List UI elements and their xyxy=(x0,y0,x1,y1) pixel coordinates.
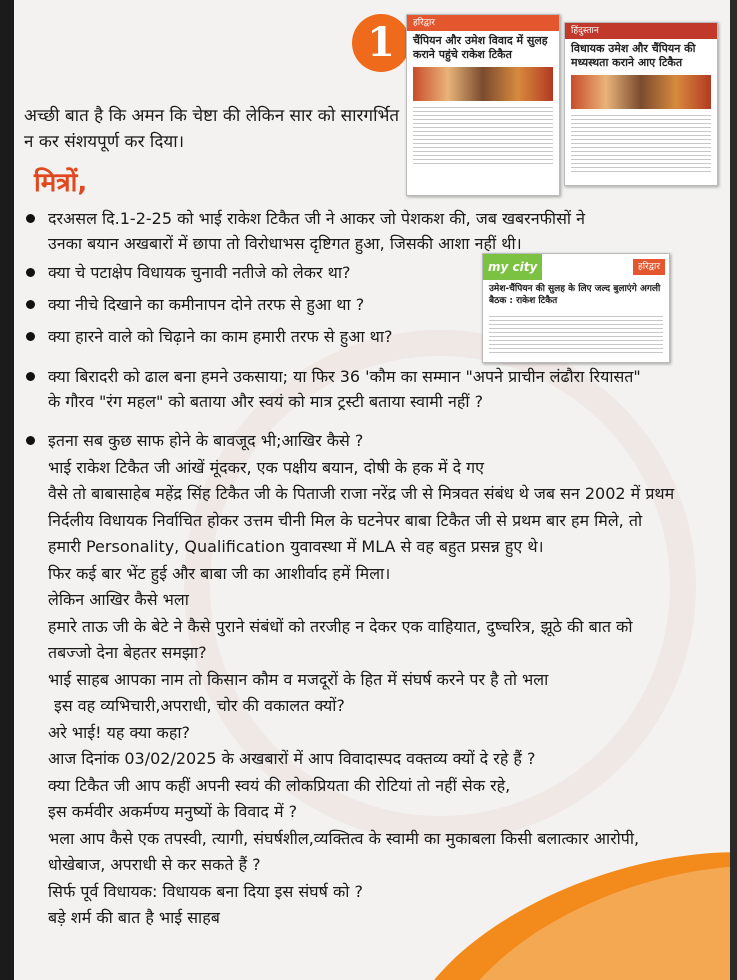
left-frame xyxy=(0,0,14,980)
final-line: हमारे ताऊ जी के बेटे ने कैसे पुराने संबंधों को तरजीह न देकर एक वाहियात, दुष्चरित्र, झूठे की बात को तबज्जो देना बेहतर समझा? xyxy=(48,616,633,662)
newspaper-clipping-3 xyxy=(482,253,670,363)
list-item: क्या चे पटाक्षेप विधायक चुनावी नतीजे को लेकर था? xyxy=(26,260,476,285)
list-item: दरअसल दि.1-2-25 को भाई राकेश टिकैत जी ने आकर जो पेशकश की, जब खबरनफीसों ने उनका बयान अखबारों में छापा तो विरोधाभस दृष्टिगत हुआ, जिसकी आशा नहीं थी। xyxy=(26,206,616,256)
clipping-section: हिंदुस्तान xyxy=(565,23,717,39)
clipping-headline: विधायक उमेश और चैंपियन की मध्यस्थता कराने आए टिकैत xyxy=(571,42,696,69)
final-line: क्या टिकैत जी आप कहीं अपनी स्वयं की लोकप्रियता की रोटियां तो नहीं सेक रहे, xyxy=(48,775,511,795)
greeting-heading: मित्रों, xyxy=(34,168,88,198)
bullet-dot xyxy=(26,436,35,445)
list-item: क्या हारने वाले को चिढ़ाने का काम हमारी तरफ से हुआ था? xyxy=(26,324,476,349)
final-line: भला आप कैसे एक तपस्वी, त्यागी, संघर्षशील,व्यक्तित्व के स्वामी का मुकाबला किसी बलात्कार आरोपी, धोखेबाज, अपराधी से कर सकते हैं ? xyxy=(48,828,640,874)
final-line: भाई साहब आपका नाम तो किसान कौम व मजदूरों के हित में संघर्ष करने पर है तो भला xyxy=(48,669,549,689)
clipping-headline: उमेश-चैंपियन की सुलह के लिए जल्द बुलाएंगे अगली बैठक : राकेश टिकैत xyxy=(489,284,661,306)
list-item: क्या बिरादरी को ढाल बना हमने उकसाया; या फिर 36 'कौम का सम्मान "अपने प्राचीन लंढौरा रियासत" के गौरव "रंग महल" को बताया और स्वयं को मात्र ट्रस्टी बताया स्वामी नहीं ? xyxy=(26,364,656,414)
final-line: इस कर्मवीर अकर्मण्य मनुष्यों के विवाद में ? xyxy=(48,802,298,821)
clipping-photo xyxy=(413,67,553,101)
right-frame xyxy=(730,0,737,980)
bullet-list-3 xyxy=(26,364,656,414)
bullet-dot xyxy=(26,300,35,309)
final-line: भाई राकेश टिकैत जी आंखें मूंदकर, एक पक्षीय बयान, दोषी के हक में दे गए xyxy=(48,457,485,477)
number-badge: 1 xyxy=(352,14,410,72)
newspaper-clipping-1 xyxy=(406,14,560,196)
bullet-dot xyxy=(26,268,35,277)
final-line: सिर्फ पूर्व विधायक: विधायक बना दिया इस संघर्ष को ? xyxy=(48,881,363,901)
bullet-dot xyxy=(26,214,35,223)
bullet-dot xyxy=(26,372,35,381)
clipping-body xyxy=(413,104,553,164)
intro-text: अच्छी बात है कि अमन कि चेष्टा की लेकिन सार को सारगर्भित न कर संशयपूर्ण कर दिया। xyxy=(24,106,400,152)
final-line: फिर कई बार भेंट हुई और बाबा जी का आशीर्वाद हमें मिला। xyxy=(48,563,391,583)
final-line: आज दिनांक 03/02/2025 के अखबारों में आप विवादास्पद वक्तव्य क्यों दे रहे हैं ? xyxy=(48,749,536,768)
final-line: लेकिन आखिर कैसे भला xyxy=(48,590,189,609)
final-line: वैसे तो बाबासाहेब महेंद्र सिंह टिकैत जी के पिताजी राजा नरेंद्र जी से मित्रवत संबंध थे जब सन 2002 में प्रथम निर्दलीय विधायक निर्वाचित होकर उत्तम चीनी मिल के घटनेपर बाबा टिकैत जी से प्रथम बार हम मिले, तो हमारी Personality, Qualification युवावस्था में MLA से वह बहुत प्रसन्न हुए थे। xyxy=(48,484,675,556)
bullet-dot xyxy=(26,332,35,341)
final-lead: इतना सब कुछ साफ होने के बावजूद भी;आखिर कैसे ? xyxy=(48,431,364,450)
mycity-logo: my city xyxy=(483,254,542,280)
final-line: इस वह व्यभिचारी,अपराधी, चोर की वकालत क्यों? xyxy=(54,696,345,715)
bullet-list-2 xyxy=(26,260,476,349)
bullet-list-4 xyxy=(26,428,676,932)
clipping-headline: चैंपियन और उमेश विवाद में सुलह कराने पहुंचे राकेश टिकैत xyxy=(413,34,548,61)
clipping-section: हरिद्वार xyxy=(407,15,559,31)
list-item xyxy=(26,428,676,932)
clipping-photo xyxy=(571,75,711,109)
clipping-body xyxy=(571,112,711,172)
clipping-section: हरिद्वार xyxy=(633,259,665,275)
final-line: अरे भाई! यह क्या कहा? xyxy=(48,722,190,742)
final-line: बड़े शर्म की बात है भाई साहब xyxy=(48,908,220,927)
list-item: क्या नीचे दिखाने का कमीनापन दोने तरफ से हुआ था ? xyxy=(26,292,476,317)
bullet-list-1 xyxy=(26,206,616,256)
document-page xyxy=(14,0,730,980)
clipping-body xyxy=(489,313,663,353)
newspaper-clipping-2 xyxy=(564,22,718,186)
